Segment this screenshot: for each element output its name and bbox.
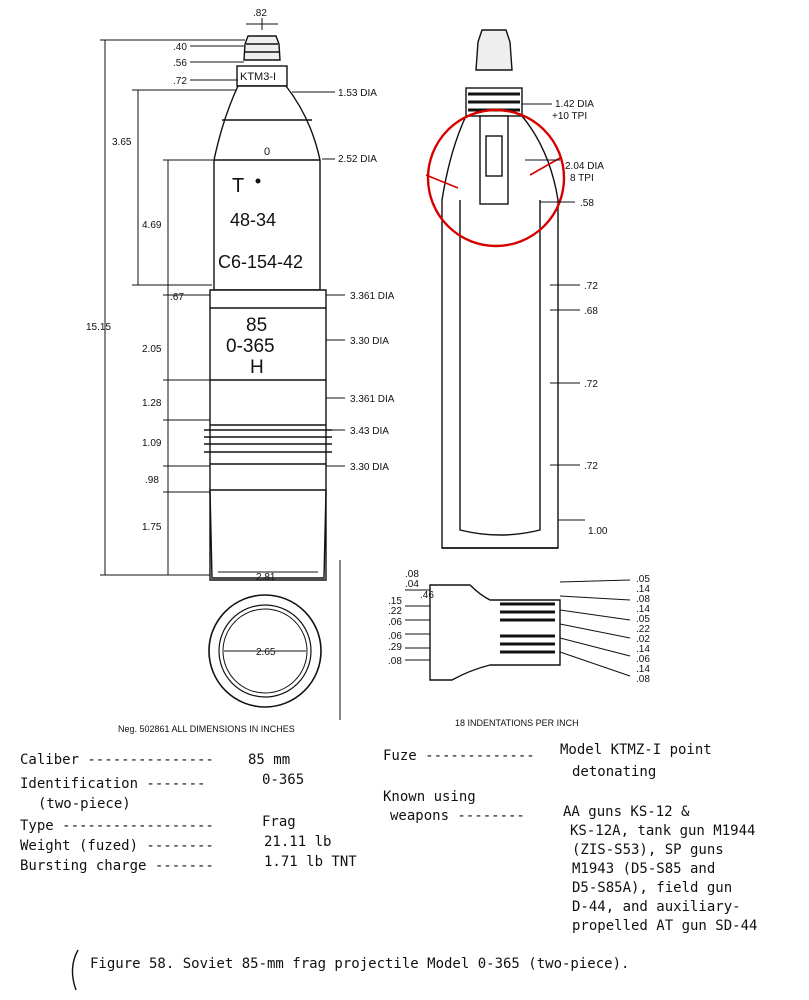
band-top-1: .04 (405, 579, 419, 590)
spec-weapons-1: KS-12A, tank gun M1944 (570, 823, 756, 839)
band-left-2: .06 (388, 617, 402, 628)
dim-top-width: .82 (253, 8, 267, 19)
dim-fuze-3: 8 TPI (570, 173, 594, 184)
dim-left-1: .56 (173, 58, 187, 69)
dim-right-3: 3.30 DIA (350, 336, 389, 347)
dim-right-4: 3.361 DIA (350, 394, 395, 405)
dim-left-6: 2.05 (142, 344, 162, 355)
dim-left-8: 1.09 (142, 438, 162, 449)
band-left-4: .29 (388, 642, 402, 653)
fuze-marking: KTM3-I (240, 71, 277, 83)
band-right-0: .05 (636, 574, 650, 585)
spec-weight-label: Weight (fuzed) -------- (20, 838, 214, 854)
band-left-0: .15 (388, 596, 402, 607)
spec-caliber-value: 85 mm (248, 752, 291, 768)
band-left-1: .22 (388, 606, 402, 617)
spec-fuze-label: Fuze ------------- (383, 748, 535, 764)
spec-fuze-value-1: Model KTMZ-I point (560, 742, 712, 758)
spec-identification-sub: (two-piece) (38, 796, 131, 812)
spec-weapons-4: D5-S85A), field gun (572, 880, 733, 896)
dim-fuze-2: 2.04 DIA (565, 161, 604, 172)
spec-known-label-1: Known using (383, 789, 476, 805)
dim-left-3: 3.65 (112, 137, 132, 148)
spec-known-label-2: weapons -------- (390, 808, 525, 824)
band-right-6: .02 (636, 634, 650, 645)
spec-weapons-6: propelled AT gun SD-44 (572, 918, 758, 934)
dim-base-width: 2.81 (256, 572, 276, 583)
dim-fuze-4: .58 (580, 198, 594, 209)
body-marking-code: C6-154-42 (218, 252, 304, 272)
band-right-9: .14 (636, 664, 650, 675)
band-right-10: .08 (636, 674, 650, 685)
dim-fuze-1: +10 TPI (552, 111, 588, 122)
section-view-dimension-labels (552, 99, 608, 537)
rotating-band-detail (405, 580, 630, 680)
band-top-0: .08 (405, 569, 419, 580)
band-left-5: .08 (388, 656, 402, 667)
dim-overall-length: 15.15 (86, 322, 112, 333)
band-right-1: .14 (636, 584, 650, 595)
zero-mark: 0 (264, 146, 271, 158)
body-marking-h: H (250, 357, 264, 378)
spec-identification-value: 0-365 (262, 772, 305, 788)
spec-type-value: Frag (262, 814, 296, 830)
body-marking-model: 0-365 (226, 336, 275, 357)
dim-wall-2: .72 (584, 379, 598, 390)
indentation-note: 18 INDENTATIONS PER INCH (455, 718, 579, 728)
dim-wall-4: 1.00 (588, 526, 608, 537)
spec-bursting-label: Bursting charge ------- (20, 858, 214, 874)
spec-type-label: Type ------------------ (20, 818, 214, 834)
dim-left-2: .72 (173, 76, 187, 87)
figure-caption: Figure 58. Soviet 85-mm frag projectile Model 0-365 (two-piece). (90, 956, 630, 972)
band-left-3: .06 (388, 631, 402, 642)
dim-base-view: 2.65 (256, 647, 276, 658)
dim-left-0: .40 (173, 42, 187, 53)
band-top-2: .46 (420, 590, 434, 601)
dim-right-6: 3.30 DIA (350, 462, 389, 473)
dim-fuze-0: 1.42 DIA (555, 99, 594, 110)
dim-left-9: .98 (145, 475, 159, 486)
projectile-section-view (442, 30, 558, 548)
spec-caliber-label: Caliber --------------- (20, 752, 214, 768)
band-right-7: .14 (636, 644, 650, 655)
dim-left-5: .67 (170, 292, 184, 303)
body-marking-lot: 48-34 (230, 210, 277, 230)
dim-wall-3: .72 (584, 461, 598, 472)
spec-weapons-5: D-44, and auxiliary- (572, 899, 741, 915)
negative-note: Neg. 502861 ALL DIMENSIONS IN INCHES (118, 724, 295, 734)
dim-left-10: 1.75 (142, 522, 162, 533)
band-right-5: .22 (636, 624, 650, 635)
dim-right-0: 1.53 DIA (338, 88, 377, 99)
dim-wall-0: .72 (584, 281, 598, 292)
band-right-8: .06 (636, 654, 650, 665)
spec-identification-label: Identification ------- (20, 776, 206, 792)
dim-left-7: 1.28 (142, 398, 162, 409)
dim-right-1: 2.52 DIA (338, 154, 377, 165)
dim-right-5: 3.43 DIA (350, 426, 389, 437)
band-right-3: .14 (636, 604, 650, 615)
band-right-4: .05 (636, 614, 650, 625)
spec-weapons-2: (ZIS-S53), SP guns (572, 842, 724, 858)
spec-bursting-value: 1.71 lb TNT (264, 854, 357, 870)
spec-fuze-value-2: detonating (572, 764, 657, 780)
spec-weapons-3: M1943 (D5-S85 and (572, 861, 716, 877)
dim-left-4: 4.69 (142, 220, 162, 231)
band-right-2: .08 (636, 594, 650, 605)
projectile-side-view (204, 36, 332, 580)
dim-right-2: 3.361 DIA (350, 291, 395, 302)
body-marking-t: T (232, 175, 245, 197)
spec-weight-value: 21.11 lb (264, 834, 332, 850)
dim-wall-1: .68 (584, 306, 598, 317)
body-marking-caliber: 85 (246, 315, 268, 336)
spec-weapons-0: AA guns KS-12 & (563, 804, 690, 820)
